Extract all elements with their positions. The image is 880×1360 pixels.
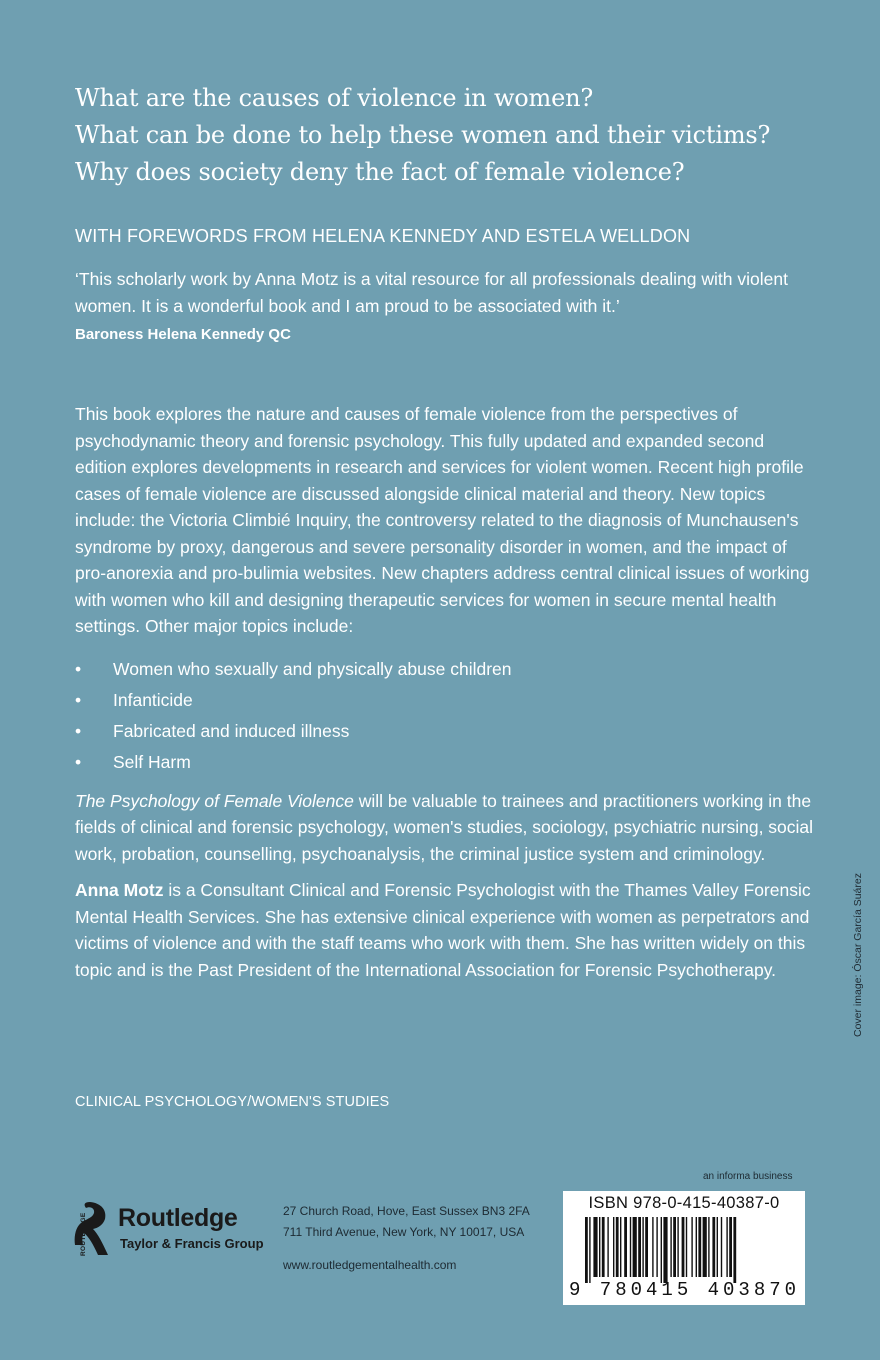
author-name: Anna Motz [75, 880, 164, 900]
publisher-group: Taylor & Francis Group [120, 1236, 264, 1251]
barcode-bar [696, 1217, 697, 1277]
publisher-address [283, 1201, 530, 1243]
barcode-bar [698, 1217, 701, 1277]
barcode-bar [712, 1217, 715, 1277]
barcode-bar [726, 1217, 727, 1277]
routledge-logo-icon [68, 1200, 110, 1260]
publisher-name: Routledge [118, 1204, 238, 1232]
barcode-bar [645, 1217, 648, 1277]
bullet-icon: • [75, 720, 82, 741]
barcode-bar [663, 1217, 667, 1283]
endorsement-author: Baroness Helena Kennedy QC [75, 326, 291, 343]
barcode-bar [642, 1217, 643, 1277]
barcode-bar [593, 1217, 597, 1277]
question-1: What are the causes of violence in women? [75, 84, 594, 112]
bullet-icon: • [75, 658, 82, 679]
book-description-block [75, 401, 815, 983]
barcode-bar [638, 1217, 641, 1277]
barcode-bar [686, 1217, 687, 1277]
barcode-bar [691, 1217, 692, 1277]
barcode-icon [585, 1217, 785, 1283]
barcode-bar [616, 1217, 619, 1277]
question-2: What can be done to help these women and their victims? [75, 121, 771, 149]
author-bio-text: is a Consultant Clinical and Forensic Psychologist with the Thames Valley Forensic Mental Health Services. She has extensive clinical experience with women as perpetrators and victims of violence and with the staff teams who work with them. She has written widely on this topic and is the Past President of the International Association for Forensic Psychotherapy. [75, 880, 811, 980]
list-item [75, 685, 815, 716]
barcode-bar [624, 1217, 627, 1277]
barcode-bar [703, 1217, 707, 1277]
barcode-bar [721, 1217, 722, 1277]
barcode-bar [613, 1217, 614, 1277]
barcode-bar [673, 1217, 676, 1277]
subject-category: CLINICAL PSYCHOLOGY/WOMEN'S STUDIES [75, 1094, 390, 1110]
list-item [75, 654, 815, 685]
author-bio-paragraph [75, 877, 815, 983]
topic-label: Women who sexually and physically abuse children [113, 658, 512, 679]
barcode-bar [599, 1217, 600, 1277]
usage-paragraph [75, 788, 815, 868]
barcode-bar [677, 1217, 678, 1277]
isbn-barcode-box [563, 1191, 805, 1305]
barcode-bar [717, 1217, 718, 1277]
topics-list [75, 654, 815, 778]
informa-tagline: an informa business [703, 1171, 793, 1182]
address-line-2: 711 Third Avenue, New York, NY 10017, USA [283, 1225, 525, 1239]
barcode-bar [729, 1217, 732, 1277]
barcode-bar [602, 1217, 605, 1277]
endorsement-quote: ‘This scholarly work by Anna Motz is a vital resource for all professionals dealing with violent women. It is a wonderful book and I am proud to be associated with it.’ [75, 269, 788, 316]
barcode-bar [607, 1217, 608, 1277]
list-item [75, 716, 815, 747]
cover-image-credit: Cover image: Óscar García Suárez [852, 873, 864, 1037]
topic-label: Self Harm [113, 751, 191, 772]
isbn-label: ISBN 978-0-415-40387-0 [588, 1194, 780, 1212]
barcode-bar [620, 1217, 621, 1277]
barcode-bar [661, 1217, 662, 1283]
book-title: The Psychology of Female Violence [75, 790, 354, 811]
barcode-bar [656, 1217, 657, 1277]
topic-label: Fabricated and induced illness [113, 720, 350, 741]
topic-label: Infanticide [113, 689, 193, 710]
description-paragraph: This book explores the nature and causes of female violence from the perspectives of psychodynamic theory and forensic psychology. This fully updated and expanded second edition explores developments in research and services for violent women. Recent high profile cases of female violence are discussed alongside clinical material and theory. New topics include: the Victoria Climbié Inquiry, the controversy related to the diagnosis of Munchausen's syndrome by proxy, dangerous and severe personality disorder in women, and the impact of pro-anorexia and pro-bulimia websites. New chapters address central clinical issues of working with women who kill and designing therapeutic services for women in secure mental health settings. Other major topics include: [75, 404, 810, 636]
barcode-digits: 9 780415 403870 [569, 1279, 801, 1301]
cover-questions [75, 80, 835, 191]
publisher-website: www.routledgementalhealth.com [283, 1258, 457, 1272]
routledge-vertical-mark: ROUTLEDGE [80, 1212, 87, 1256]
bullet-icon: • [75, 689, 82, 710]
barcode-bar [733, 1217, 736, 1283]
bullet-icon: • [75, 751, 82, 772]
usage-text: will be valuable to trainees and practitioners working in the fields of clinical and forensic psychology, women's studies, sociology, psychiatric nursing, social work, probation, counselling, psychoanalysis, the criminal justice system and criminology. [75, 790, 814, 864]
list-item [75, 747, 815, 778]
question-3: Why does society deny the fact of female violence? [75, 158, 685, 186]
barcode-bar [682, 1217, 685, 1277]
barcode-bar [630, 1217, 631, 1277]
barcode-bar [633, 1217, 637, 1277]
barcode-bar [589, 1217, 590, 1283]
barcode-bar [670, 1217, 671, 1277]
barcode-bar [585, 1217, 588, 1283]
barcode-bar [708, 1217, 709, 1277]
barcode-bar [652, 1217, 653, 1277]
address-line-1: 27 Church Road, Hove, East Sussex BN3 2FA [283, 1204, 530, 1218]
forewords-heading: WITH FOREWORDS FROM HELENA KENNEDY AND ESTELA WELLDON [75, 226, 691, 246]
